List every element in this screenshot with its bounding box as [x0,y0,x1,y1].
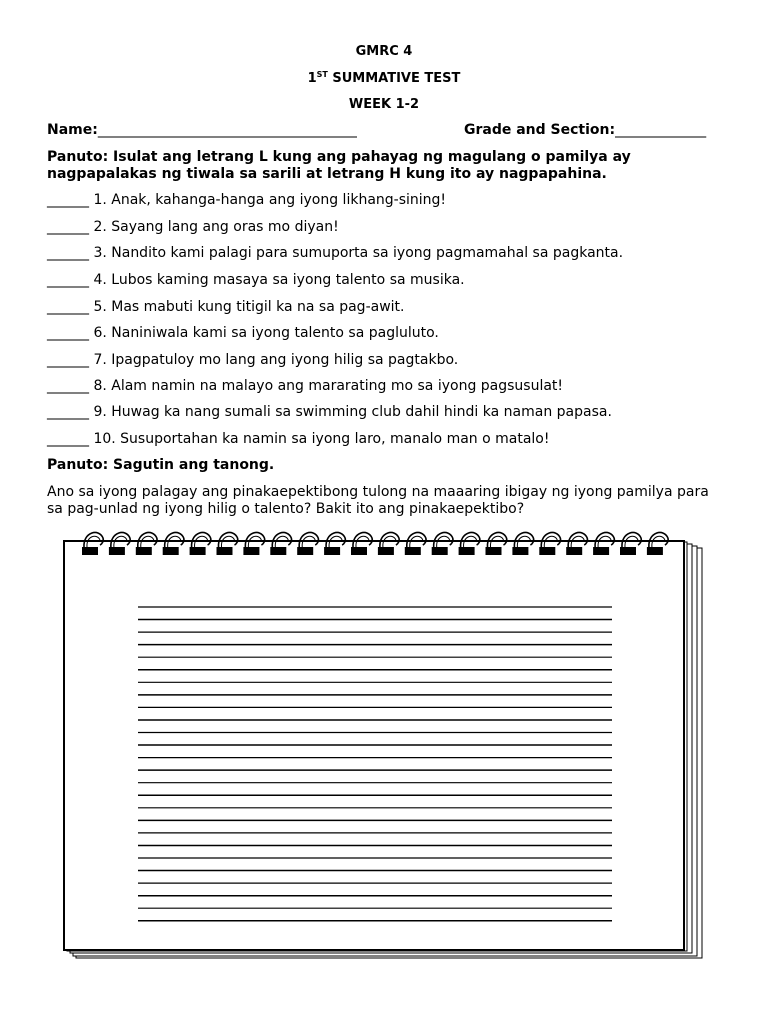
week-title: WEEK 1-2 [348,97,420,112]
question-text: 10. Susuportahan ka namin sa iyong laro, manalo man o matalo! [93,431,550,447]
answer-blank[interactable]: ______ [47,299,89,315]
name-label: Name: [47,122,98,138]
question-text: 1. Anak, kahanga-hanga ang iyong likhang-sining! [93,192,447,208]
answer-blank[interactable]: ______ [47,431,89,447]
answer-blank[interactable]: ______ [47,352,89,368]
question-text: 7. Ipagpatuloy mo lang ang iyong hilig sa pagtakbo. [93,352,459,368]
grade-section-label: Grade and Section: [464,122,616,138]
question-text: 3. Nandito kami palagi para sumuporta sa iyong pagmamahal sa pagkanta. [93,245,624,261]
essay-question: Ano sa iyong palagay ang pinakaepektibong tulong na maaaring ibigay ng iyong pamilya para sa pag-unlad ng iyong hilig o talento? Bakit ito ang pinakaepektibo? [47,484,709,517]
answer-blank[interactable]: ______ [47,192,89,208]
grade-section-blank[interactable]: _____________ [615,122,707,138]
name-blank[interactable]: _____________________________________ [97,122,357,138]
test-ordinal-suffix: ST [316,70,328,79]
answer-blank[interactable]: ______ [47,404,89,420]
question-text: 2. Sayang lang ang oras mo diyan! [93,219,339,235]
answer-blank[interactable]: ______ [47,378,89,394]
question-text: 5. Mas mabuti kung titigil ka na sa pag-awit. [93,299,405,315]
answer-blank[interactable]: ______ [47,272,89,288]
test-title-text: SUMMATIVE TEST [327,71,461,86]
question-text: 6. Naniniwala kami sa iyong talento sa pagluluto. [93,325,439,341]
test-number: 1 [307,71,317,86]
answer-blank[interactable]: ______ [47,245,89,261]
question-text: 8. Alam namin na malayo ang mararating mo sa iyong pagsusulat! [93,378,564,394]
part1-instructions: Panuto: Isulat ang letrang L kung ang pahayag ng magulang o pamilya ay nagpapalakas ng tiwala sa sarili at letrang H kung ito ay nagpapahina. [47,149,631,182]
answer-blank[interactable]: ______ [47,325,89,341]
question-text: 4. Lubos kaming masaya sa iyong talento sa musika. [93,272,465,288]
question-text: 9. Huwag ka nang sumali sa swimming club dahil hindi ka naman papasa. [93,404,612,420]
answer-blank[interactable]: ______ [47,219,89,235]
subject-title: GMRC 4 [355,44,413,59]
part2-instructions: Panuto: Sagutin ang tanong. [47,457,275,473]
